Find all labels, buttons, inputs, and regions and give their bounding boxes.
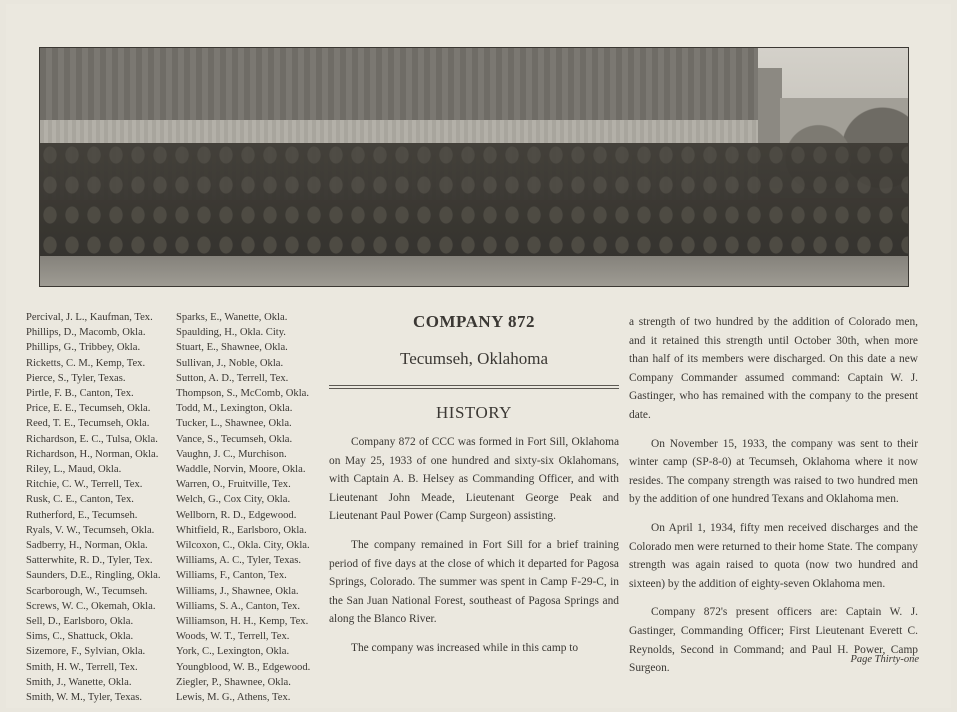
roster-entry: Waddle, Norvin, Moore, Okla. [176, 464, 306, 476]
history-paragraph-7: Company 872's present officers are: Captain W. J. Gastinger, Commanding Officer; First Lieutenant Everett C. Reynolds, Second in Command; and Paul H. Power, Camp Surgeon. [629, 606, 918, 675]
roster-entry: Tucker, L., Shawnee, Okla. [176, 418, 292, 430]
roster-entry: Todd, M., Lexington, Okla. [176, 403, 293, 415]
roster-entry: Wilcoxon, C., Okla. City, Okla. [176, 540, 310, 552]
roster-entry: Spaulding, H., Okla. City. [176, 327, 286, 339]
roster-column-1 [26, 310, 160, 705]
roster-entry: Williams, A. C., Tyler, Texas. [176, 555, 301, 567]
history-paragraph-2: The company remained in Fort Sill for a brief training period of five days at the close of which it departed for Pagosa Springs, Colorado. The summer was spent in Camp F-29-C, in the San Juan National Forest, southeast of Pagosa Springs and along the Blanco River. [329, 538, 619, 626]
roster-entry: Sparks, E., Wanette, Okla. [176, 312, 288, 323]
roster-entry: Riley, L., Maud, Okla. [26, 464, 122, 476]
roster-entry: Sadberry, H., Norman, Okla. [26, 540, 148, 552]
roster-entry: Richardson, H., Norman, Okla. [26, 448, 159, 460]
roster-entry: Williams, J., Shawnee, Okla. [176, 585, 299, 597]
roster-entry: Phillips, G., Tribbey, Okla. [26, 342, 141, 354]
roster-entry: Richardson, E. C., Tulsa, Okla. [26, 433, 158, 445]
company-location: Tecumseh, Oklahoma [400, 349, 548, 368]
roster-entry: Screws, W. C., Okemah, Okla. [26, 600, 156, 612]
history-paragraph-1: Company 872 of CCC was formed in Fort Sill, Oklahoma on May 25, 1933 of one hundred and sixty-six Oklahomans, with Captain A. B. Helsey as Commanding Officer, and with Lieutenant John Meade, Lieutenant George Peak and Lieutenant Paul Power (Camp Surgeon) assisting. [329, 436, 619, 523]
roster-entry: Williamson, H. H., Kemp, Tex. [176, 616, 309, 628]
roster-entry: Thompson, S., McComb, Okla. [176, 388, 310, 400]
roster-entry: York, C., Lexington, Okla. [176, 646, 290, 658]
roster-entry: Ryals, V. W., Tecumseh, Okla. [26, 524, 155, 536]
roster-entry: Warren, O., Fruitville, Tex. [176, 479, 291, 491]
roster-entry: Sizemore, F., Sylvian, Okla. [26, 646, 146, 658]
roster-entry: Whitfield, R., Earlsboro, Okla. [176, 524, 307, 536]
roster-entry: Youngblood, W. B., Edgewood. [176, 661, 311, 673]
company-title: COMPANY 872 [412, 312, 536, 331]
roster-entry: Sutton, A. D., Terrell, Tex. [176, 372, 289, 384]
roster-entry: Vaughn, J. C., Murchison. [176, 448, 287, 460]
roster-entry: Satterwhite, R. D., Tyler, Tex. [26, 555, 153, 567]
roster-entry: Scarborough, W., Tecumseh. [26, 585, 148, 597]
roster-entry: Williams, F., Canton, Tex. [176, 570, 287, 582]
history-right-column [629, 313, 918, 678]
roster-entry: Phillips, D., Macomb, Okla. [26, 327, 146, 339]
photo-barracks-roof [40, 48, 758, 126]
roster-entry: Saunders, D.E., Ringling, Okla. [26, 570, 161, 582]
roster-entry: Welch, G., Cox City, Okla. [176, 494, 291, 506]
photo-ground [40, 256, 908, 286]
roster-entry: Lewis, M. G., Athens, Tex. [176, 692, 291, 704]
photo-men-group [40, 143, 908, 261]
roster-entry: Rutherford, E., Tecumseh. [26, 509, 138, 521]
roster-entry: Pirtle, F. B., Canton, Tex. [26, 388, 134, 400]
history-paragraph-5: On November 15, 1933, the company was sent to their winter camp (SP-8-0) at Tecumseh, Oklahoma where it now resides. The company strength was raised to two hundred men by the addition of one hundred Texans and Oklahoma men. [629, 437, 918, 506]
history-heading: HISTORY [436, 403, 512, 422]
roster-entry: Smith, W. M., Tyler, Texas. [26, 692, 143, 704]
roster-entry: Ziegler, P., Shawnee, Okla. [176, 676, 291, 688]
roster-entry: Woods, W. T., Terrell, Tex. [176, 631, 290, 643]
roster-entry: Williams, S. A., Canton, Tex. [176, 600, 300, 612]
company-group-photo [39, 47, 909, 287]
roster-entry: Sullivan, J., Noble, Okla. [176, 357, 284, 369]
history-center-column [329, 310, 619, 658]
history-paragraph-6: On April 1, 1934, fifty men received discharges and the Colorado men were returned to their home State. The company strength was again raised to quota (now two hundred and sixteen) by the addition of eighty-seven Oklahoma men. [629, 521, 918, 590]
roster-entry: Vance, S., Tecumseh, Okla. [176, 433, 293, 445]
roster-column-2 [176, 310, 310, 705]
page-number: Page Thirty-one [850, 654, 919, 665]
roster-entry: Smith, H. W., Terrell, Tex. [26, 661, 138, 673]
history-paragraph-4: a strength of two hundred by the addition of Colorado men, and it retained this strength until October 30th, when more than half of its members were discharged. On this date a new Company Commander assumed command: Captain W. J. Gastinger, who has remained with the company to the present date. [629, 316, 918, 421]
roster-entry: Pierce, S., Tyler, Texas. [26, 372, 126, 384]
roster-entry: Smith, J., Wanette, Okla. [26, 676, 132, 688]
history-paragraph-3: The company was increased while in this camp to [351, 641, 579, 654]
roster-entry: Ritchie, C. W., Terrell, Tex. [26, 479, 143, 491]
roster-entry: Reed, T. E., Tecumseh, Okla. [26, 418, 150, 430]
roster-entry: Sims, C., Shattuck, Okla. [26, 631, 134, 643]
roster-entry: Wellborn, R. D., Edgewood. [176, 509, 297, 521]
roster-entry: Ricketts, C. M., Kemp, Tex. [26, 357, 146, 369]
roster-entry: Price, E. E., Tecumseh, Okla. [26, 403, 151, 415]
divider-rule [329, 385, 619, 389]
roster-entry: Sell, D., Earlsboro, Okla. [26, 616, 134, 628]
roster-entry: Rusk, C. E., Canton, Tex. [26, 494, 134, 506]
roster-entry: Percival, J. L., Kaufman, Tex. [26, 312, 153, 323]
roster-entry: Stuart, E., Shawnee, Okla. [176, 342, 288, 354]
